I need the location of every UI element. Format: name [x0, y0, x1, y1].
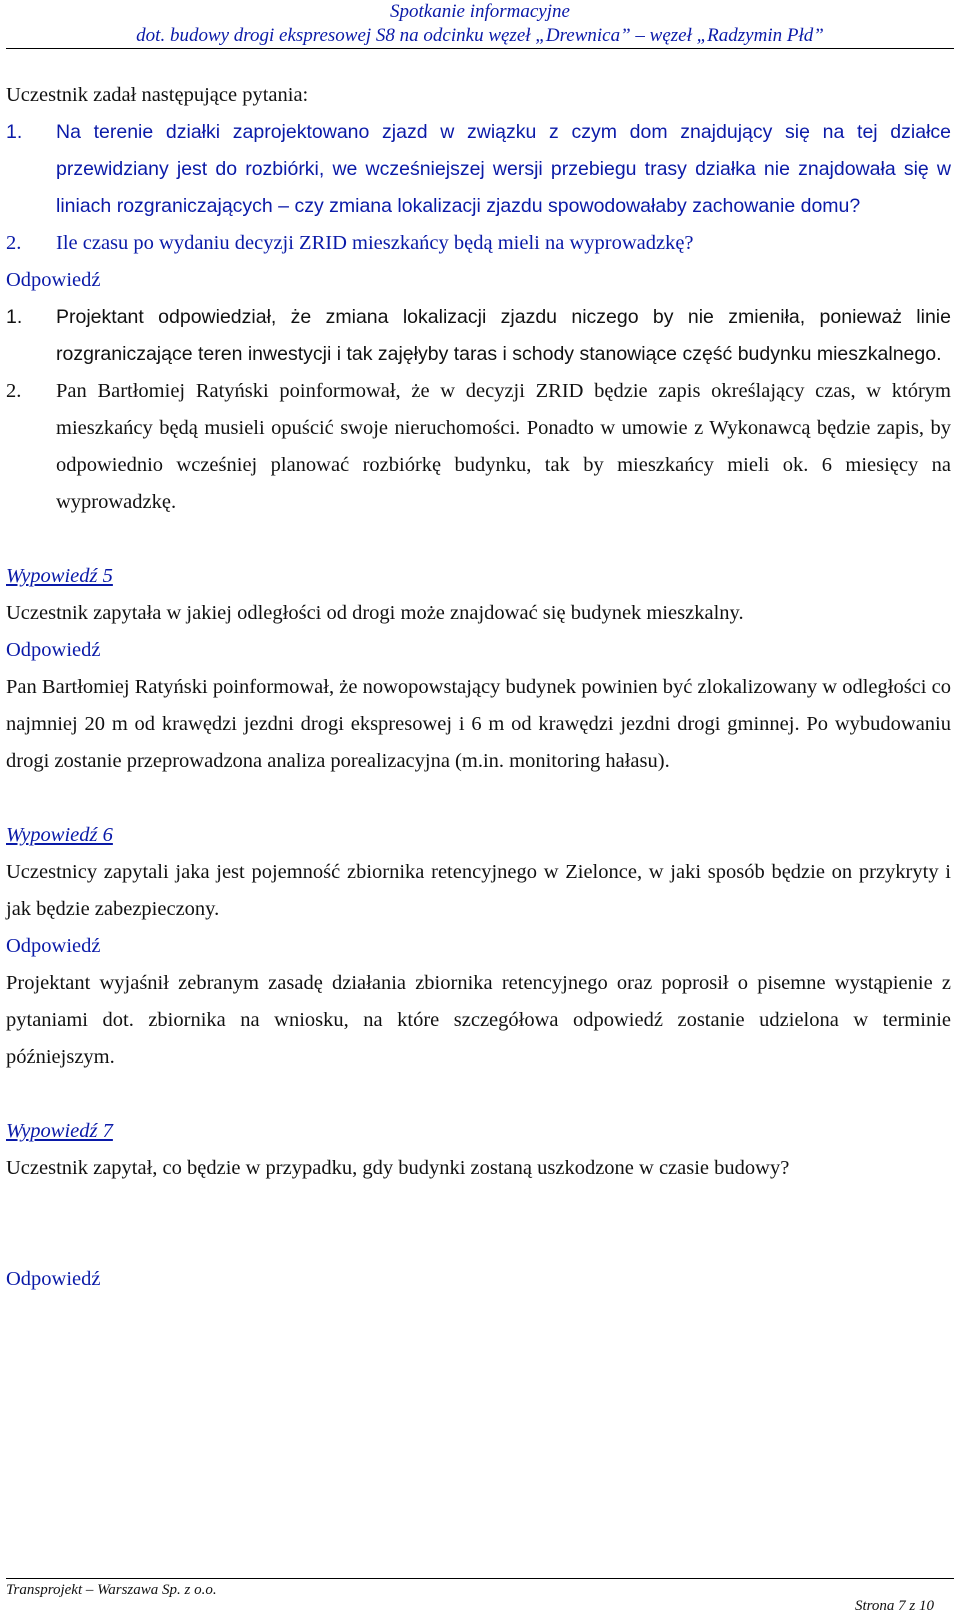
- question-2-text: Ile czasu po wydaniu decyzji ZRID mieszkańcy będą mieli na wyprowadzkę?: [56, 232, 694, 254]
- statement-7-question: Uczestnik zapytał, co będzie w przypadku, gdy budynki zostaną uszkodzone w czasie budowy?: [6, 1157, 790, 1179]
- header-divider: [6, 48, 954, 49]
- question-2: [6, 225, 951, 262]
- statement-5-heading: Wypowiedź 5: [6, 565, 113, 587]
- answer-2: [6, 373, 951, 521]
- question-1-number: 1.: [6, 121, 23, 143]
- statement-7-heading: Wypowiedź 7: [6, 1120, 113, 1142]
- footer-company: Transprojekt – Warszawa Sp. z o.o.: [6, 1582, 217, 1598]
- spacer: [6, 1187, 951, 1261]
- statement-6-heading: Wypowiedź 6: [6, 824, 113, 846]
- participant-intro: Uczestnik zadał następujące pytania:: [6, 84, 309, 106]
- question-1: [6, 114, 951, 225]
- footer-divider: [6, 1578, 954, 1579]
- answer-2-number: 2.: [6, 380, 22, 402]
- answer-1-text: Projektant odpowiedział, że zmiana lokalizacji zjazdu niczego by nie zmieniła, ponieważ linie rozgraniczające teren inwestycji i tak zajęłyby taras i schody stanowiące część budynku mieszkalnego.: [56, 306, 951, 365]
- answer-1-number: 1.: [6, 306, 23, 328]
- header-subtitle: dot. budowy drogi ekspresowej S8 na odcinku węzeł „Drewnica” – węzeł „Radzymin Płd”: [136, 25, 824, 46]
- spacer: [6, 521, 951, 558]
- question-1-text: Na terenie działki zaprojektowano zjazd w związku z czym dom znajdujący się na tej działce przewidziany jest do rozbiórki, we wcześniejszej wersji przebiegu trasy działka nie znajdowała się w liniach rozgraniczających – czy zmiana lokalizacji zjazdu spowodowałaby zachowanie domu?: [56, 121, 951, 217]
- statement-5-answer: Pan Bartłomiej Ratyński poinformował, że nowopowstający budynek powinien być zlokalizowany w odległości co najmniej 20 m od krawędzi jezdni drogi ekspresowej i 6 m od krawędzi jezdni drogi gminnej. Po wybudowaniu drogi zostanie przeprowadzona analiza porealizacyjna (m.in. monitoring hałasu).: [6, 676, 951, 772]
- spacer: [6, 780, 951, 817]
- footer-page-number: Strona 7 z 10: [854, 1598, 934, 1614]
- statement-5-answer-label: Odpowiedź: [6, 639, 101, 661]
- statement-6-answer: Projektant wyjaśnił zebranym zasadę działania zbiornika retencyjnego oraz poprosił o pisemne wystąpienie z pytaniami dot. zbiornika na wniosku, na które szczegółowa odpowiedź zostanie udzielona w terminie późniejszym.: [6, 972, 951, 1068]
- spacer: [6, 1076, 951, 1113]
- answer-1: [6, 299, 951, 373]
- statement-7-answer-label: Odpowiedź: [6, 1268, 101, 1290]
- page-header: [0, 0, 960, 48]
- header-title: Spotkanie informacyjne: [390, 1, 570, 22]
- statement-6-answer-label: Odpowiedź: [6, 935, 101, 957]
- statement-5-question: Uczestnik zapytała w jakiej odległości od drogi może znajdować się budynek mieszkalny.: [6, 602, 744, 624]
- answer-label: Odpowiedź: [6, 269, 101, 291]
- question-2-number: 2.: [6, 232, 22, 254]
- answer-2-text: Pan Bartłomiej Ratyński poinformował, że w decyzji ZRID będzie zapis określający czas, w którym mieszkańcy będą musieli opuścić swoje nieruchomości. Ponadto w umowie z Wykonawcą będzie zapis, by odpowiednio wcześniej planować rozbiórkę budynku, tak by mieszkańcy mieli ok. 6 miesięcy na wyprowadzkę.: [56, 380, 951, 513]
- statement-6-question: Uczestnicy zapytali jaka jest pojemność zbiornika retencyjnego w Zielonce, w jaki sposób będzie on przykryty i jak będzie zabezpieczony.: [6, 861, 951, 920]
- document-body: [6, 77, 951, 1298]
